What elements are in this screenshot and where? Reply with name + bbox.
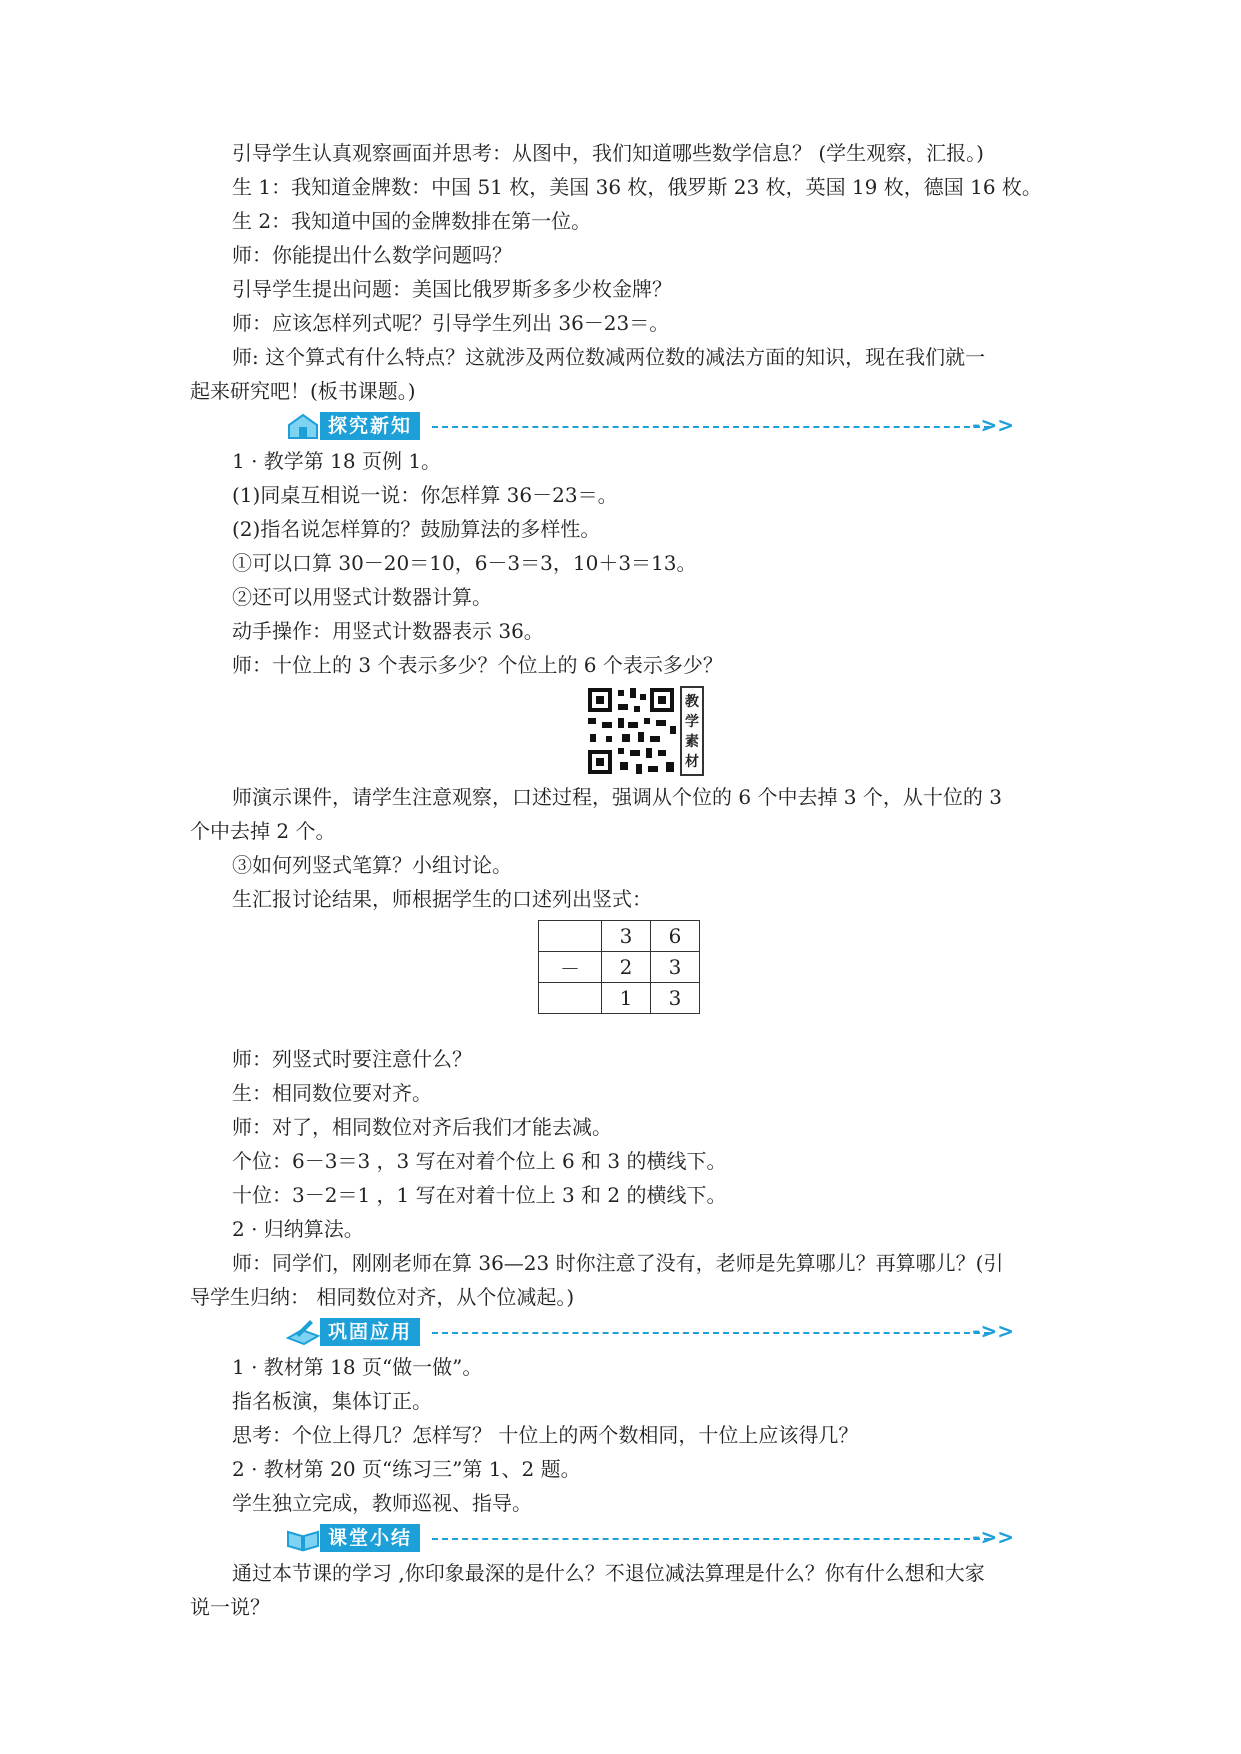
table-cell: 3 <box>602 921 651 952</box>
arrow-icon: ->> <box>972 1525 1014 1549</box>
explore-line-17: 2 · 归纳算法。 <box>232 1217 364 1241</box>
explore-line-13: 生：相同数位要对齐。 <box>232 1081 432 1105</box>
explore-line-11: 生汇报讨论结果，师根据学生的口述列出竖式： <box>232 887 652 911</box>
lesson-page <box>190 136 1050 1624</box>
table-row <box>539 952 700 983</box>
consolidate-line-3: 思考：个位上得几？怎样写？ 十位上的两个数相同，十位上应该得几？ <box>232 1423 859 1447</box>
table-row <box>539 983 700 1014</box>
explore-line-12: 师：列竖式时要注意什么？ <box>232 1047 472 1071</box>
qr-tag-char: 学 <box>685 714 699 730</box>
table-cell: 1 <box>602 983 651 1014</box>
section-title: 探究新知 <box>320 412 420 440</box>
intro-line-5: 引导学生提出问题：美国比俄罗斯多多少枚金牌？ <box>232 277 672 301</box>
section-title: 巩固应用 <box>320 1318 420 1346</box>
arrow-icon: ->> <box>972 413 1014 437</box>
explore-line-14: 师：对了，相同数位对齐后我们才能去减。 <box>232 1115 612 1139</box>
table-cell: － <box>539 952 602 983</box>
qr-tag-label <box>680 686 704 776</box>
explore-line-8: 师演示课件，请学生注意观察，口述过程，强调从个位的 6 个中去掉 3 个，从十位的 3 <box>232 785 1002 809</box>
qr-block <box>190 682 1050 780</box>
section-header-consolidate <box>190 1314 1050 1350</box>
table-cell: 3 <box>651 952 700 983</box>
open-book-icon <box>286 1524 320 1552</box>
explore-line-4: ①可以口算 30－20＝10，6－3＝3，10＋3＝13。 <box>232 551 697 575</box>
dashed-divider <box>432 426 990 428</box>
consolidate-line-2: 指名板演，集体订正。 <box>232 1389 432 1413</box>
explore-line-1: 1 · 教学第 18 页例 1。 <box>232 449 442 473</box>
explore-line-15: 个位：6－3＝3 ，3 写在对着个位上 6 和 3 的横线下。 <box>232 1149 727 1173</box>
qr-tag-char: 素 <box>685 734 699 750</box>
table-cell <box>539 983 602 1014</box>
intro-line-4: 师：你能提出什么数学问题吗？ <box>232 243 512 267</box>
explore-line-10: ③如何列竖式笔算？小组讨论。 <box>232 853 512 877</box>
table-cell <box>539 921 602 952</box>
summary-line-2: 说一说？ <box>190 1595 270 1619</box>
explore-line-2: (1)同桌互相说一说：你怎样算 36－23＝。 <box>232 483 618 507</box>
consolidate-line-1: 1 · 教材第 18 页“做一做”。 <box>232 1355 483 1379</box>
table-cell: 2 <box>602 952 651 983</box>
intro-line-6: 师：应该怎样列式呢？引导学生列出 36－23＝。 <box>232 311 670 335</box>
consolidate-line-5: 学生独立完成，教师巡视、指导。 <box>232 1491 532 1515</box>
consolidate-line-4: 2 · 教材第 20 页“练习三”第 1、2 题。 <box>232 1457 581 1481</box>
vertical-calculation-table <box>538 920 700 1014</box>
book-pen-icon <box>286 1318 320 1346</box>
intro-line-1: 引导学生认真观察画面并思考：从图中，我们知道哪些数学信息？ (学生观察，汇报。) <box>232 141 984 165</box>
explore-line-3: (2)指名说怎样算的？鼓励算法的多样性。 <box>232 517 601 541</box>
section-header-explore <box>190 408 1050 444</box>
table-cell: 3 <box>651 983 700 1014</box>
explore-line-6: 动手操作：用竖式计数器表示 36。 <box>232 619 544 643</box>
table-row <box>539 921 700 952</box>
explore-line-19: 导学生归纳： 相同数位对齐，从个位减起。) <box>190 1285 575 1309</box>
arrow-icon: ->> <box>972 1319 1014 1343</box>
qr-tag-char: 材 <box>685 754 699 770</box>
explore-line-7: 师：十位上的 3 个表示多少？个位上的 6 个表示多少？ <box>232 653 723 677</box>
qr-tag-char: 教 <box>685 694 699 710</box>
intro-line-3: 生 2：我知道中国的金牌数排在第一位。 <box>232 209 592 233</box>
summary-line-1: 通过本节课的学习 ,你印象最深的是什么？不退位减法算理是什么？你有什么想和大家 <box>232 1561 985 1585</box>
dashed-divider <box>432 1538 990 1540</box>
intro-line-8: 起来研究吧！(板书课题。) <box>190 379 416 403</box>
intro-line-7: 师: 这个算式有什么特点？这就涉及两位数减两位数的减法方面的知识，现在我们就一 <box>232 345 986 369</box>
intro-line-2: 生 1：我知道金牌数：中国 51 枚，美国 36 枚，俄罗斯 23 枚，英国 19 枚，德国 16 枚。 <box>232 175 1042 199</box>
explore-line-16: 十位：3－2＝1 ，1 写在对着十位上 3 和 2 的横线下。 <box>232 1183 727 1207</box>
dashed-divider <box>432 1332 990 1334</box>
qr-code-icon[interactable] <box>586 686 676 776</box>
explore-line-5: ②还可以用竖式计数器计算。 <box>232 585 492 609</box>
house-icon <box>286 412 320 440</box>
section-title: 课堂小结 <box>320 1524 420 1552</box>
section-header-summary <box>190 1520 1050 1556</box>
explore-line-18: 师：同学们，刚刚老师在算 36—23 时你注意了没有，老师是先算哪儿？再算哪儿？(引 <box>232 1251 1004 1275</box>
table-cell: 6 <box>651 921 700 952</box>
explore-line-9: 个中去掉 2 个。 <box>190 819 336 843</box>
